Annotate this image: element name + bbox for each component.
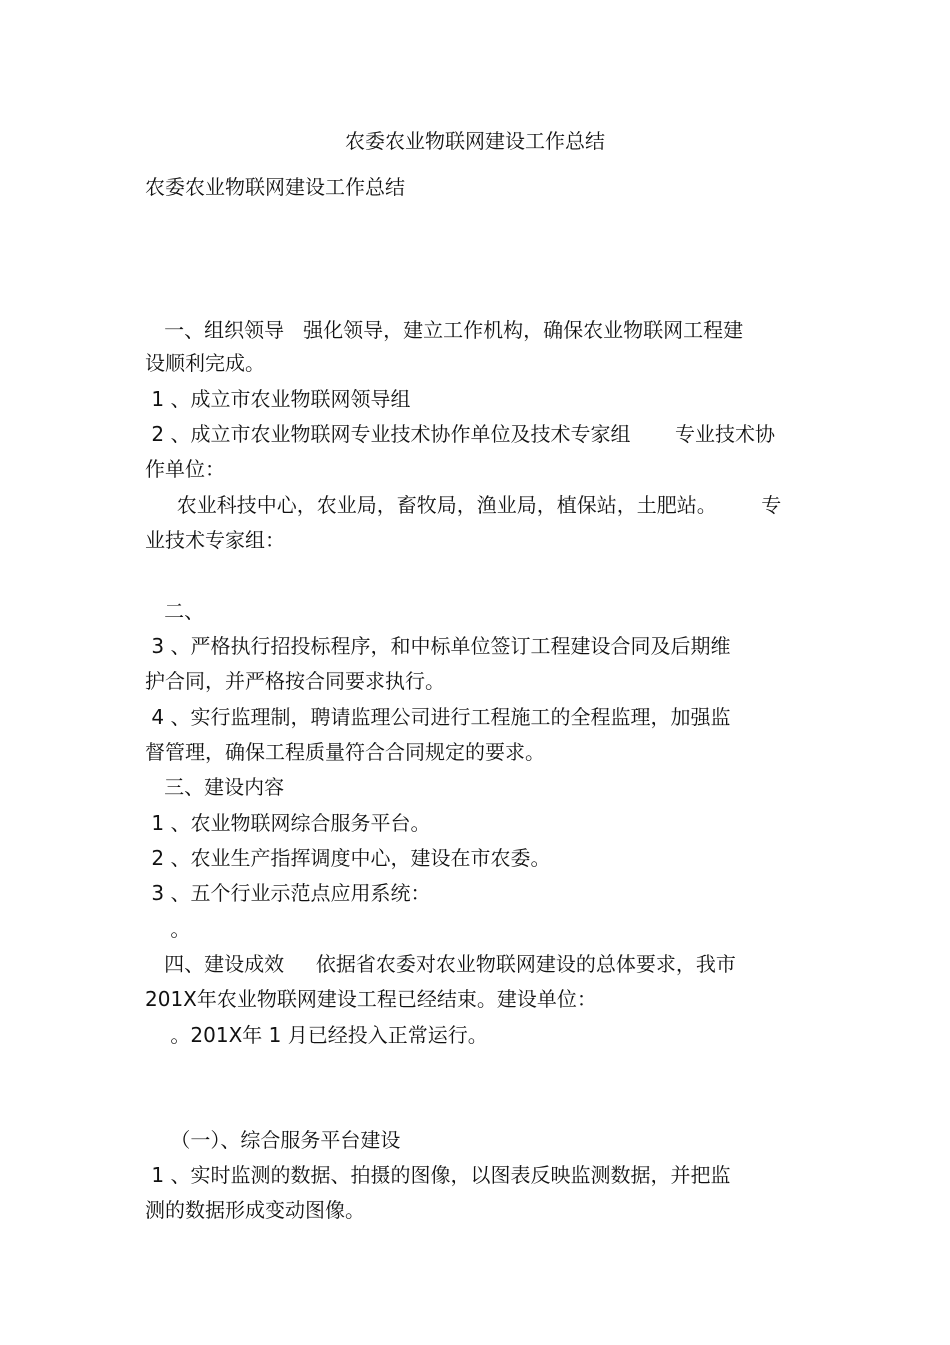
paragraph-line: 农业科技中心，农业局，畜牧局，渔业局，植保站，土肥站。 专	[145, 493, 782, 517]
paragraph-line: 2 、农业生产指挥调度中心，建设在市农委。	[145, 846, 551, 870]
paragraph-line: 业技术专家组：	[145, 528, 285, 552]
paragraph-line: 。201X年 1 月已经投入正常运行。	[145, 1023, 488, 1047]
document-title: 农委农业物联网建设工作总结	[345, 129, 605, 153]
paragraph-line: 督管理，确保工程质量符合合同规定的要求。	[145, 740, 545, 764]
section-heading: 四、建设成效 依据省农委对农业物联网建设的总体要求，我市	[145, 952, 736, 976]
paragraph-line: 设顺利完成。	[145, 351, 265, 375]
paragraph-line: 3 、五个行业示范点应用系统：	[145, 881, 431, 905]
paragraph-line: 4 、实行监理制，聘请监理公司进行工程施工的全程监理，加强监	[145, 705, 731, 729]
section-heading: （一）、综合服务平台建设	[145, 1128, 401, 1152]
paragraph-line: 一、组织领导 强化领导，建立工作机构，确保农业物联网工程建	[145, 318, 744, 342]
paragraph-line: 1 、实时监测的数据、拍摄的图像，以图表反映监测数据，并把监	[145, 1163, 731, 1187]
paragraph-line: 2 、成立市农业物联网专业技术协作单位及技术专家组 专业技术协	[145, 422, 775, 446]
document-subtitle: 农委农业物联网建设工作总结	[145, 175, 405, 199]
paragraph-line: 。	[145, 917, 191, 941]
paragraph-line: 201X年农业物联网建设工程已经结束。建设单位：	[145, 987, 597, 1011]
paragraph-line: 1 、成立市农业物联网领导组	[145, 387, 411, 411]
section-heading: 二、	[145, 599, 205, 623]
paragraph-line: 护合同，并严格按合同要求执行。	[145, 669, 445, 693]
section-heading: 三、建设内容	[145, 775, 285, 799]
paragraph-line: 测的数据形成变动图像。	[145, 1198, 365, 1222]
paragraph-line: 3 、严格执行招投标程序，和中标单位签订工程建设合同及后期维	[145, 634, 731, 658]
paragraph-line: 作单位：	[145, 457, 225, 481]
paragraph-line: 1 、农业物联网综合服务平台。	[145, 811, 431, 835]
